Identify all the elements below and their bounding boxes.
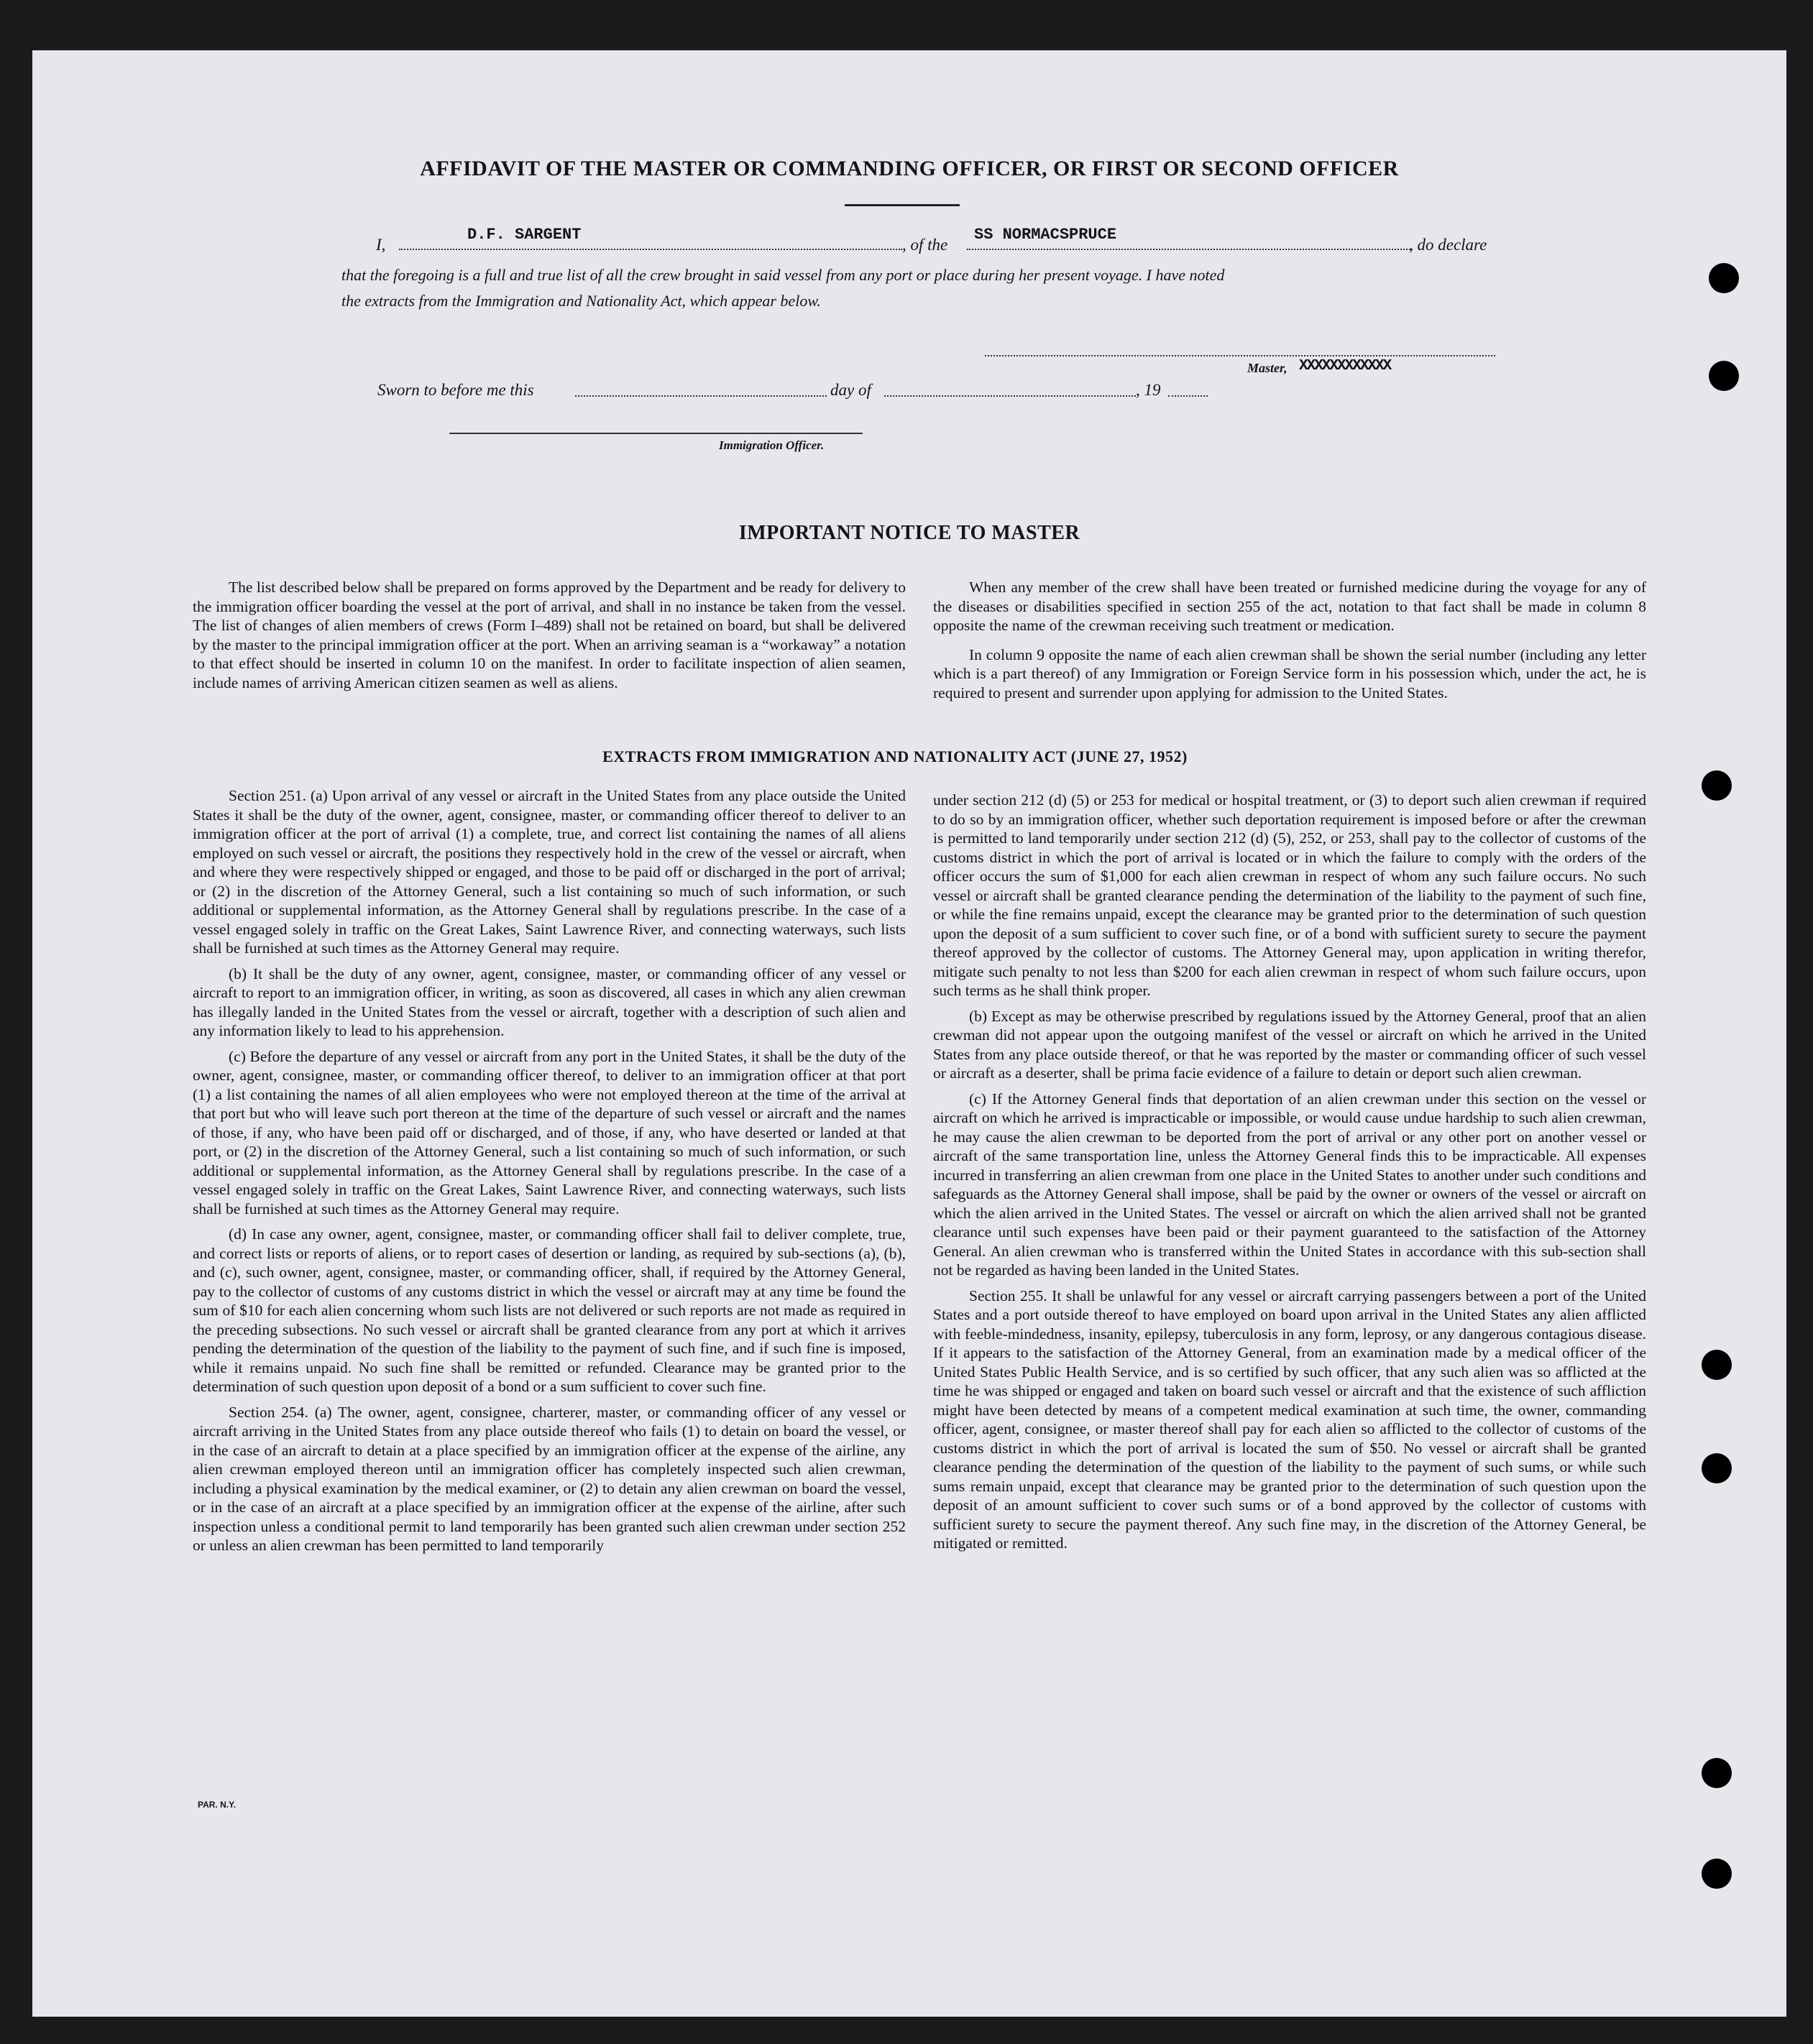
notice-left-column [193,578,906,699]
vessel-name-line [967,249,1413,250]
section-254-b: (b) Except as may be otherwise prescribed by regulations issued by the Attorney General, proof that an alien crewman did not appear upon the outgoing manifest of the vessel or aircraft on which he arrived in the United States from any place outside thereof, or that he was reported by the master or commanding officer of such vessel or aircraft as a deserter, shall be prima facie evidence of a failure to detain or deport such alien crewman. [933,1007,1646,1082]
affidavit-heading: AFFIDAVIT OF THE MASTER OR COMMANDING OFFICER, OR FIRST OR SECOND OFFICER [420,157,1399,180]
section-255: Section 255. It shall be unlawful for any vessel or aircraft carrying passengers between a port of the United States and a port outside thereof to have employed on board upon arrival in the United States any alien afflicted with feeble-mindedness, insanity, epilepsy, tuberculosis in any form, leprosy, or any dangerous contagious disease. If it appears to the satisfaction of the Attorney General, from an examination made by a medical officer of the United States Public Health Service, and is so certified by such officer, that any such alien was so afflicted at the time he was shipped or engaged and taken on board such vessel or aircraft and that the existence of such affliction might have been detected by means of a competent medical examination at such time, the owner, commanding officer, agent, consignee, or master thereof shall pay for each alien so afflicted to the collector of customs of the customs district in which the port of arrival is located the sum of $50. No vessel or aircraft shall be granted clearance pending the determination of the question of the liability to the payment of such sums, or while such sums remain unpaid, except that clearance may be granted prior to the determination of such question upon the deposit of an amount sufficient to cover such sums or of a bond approved by the collector of customs with sufficient surety to secure the payment thereof. Any such fine may, in the discretion of the Attorney General, be mitigated or remitted. [933,1286,1646,1552]
document-page [32,50,1786,2017]
extracts-left-column [193,786,906,1562]
sworn-label: Sworn to before me this [377,381,534,399]
binder-hole-icon [1702,1453,1732,1483]
officer-name-line [399,249,902,250]
sworn-year-line [1168,395,1208,397]
section-251-b: (b) It shall be the duty of any owner, agent, consignee, master, or commanding officer of any vessel or aircraft to report to an immigration officer, in writing, as soon as discovered, all cases in which any alien crewman has illegally landed in the United States from the vessel or aircraft, together with a description of such alien and any information likely to lead to his apprehension. [193,965,906,1039]
binder-hole-icon [1709,263,1739,293]
immigration-officer-signature-line [449,433,863,434]
section-251-a: Section 251. (a) Upon arrival of any vessel or aircraft in the United States from any place outside the United States it shall be the duty of the owner, agent, consignee, master, or commanding officer thereof to deliver to an immigration officer at the port of arrival (1) a complete, true, and correct list containing the names of all aliens employed on such vessel or aircraft, the positions they respectively hold in the crew of the vessel or aircraft, when and where they were respectively shipped or engaged, and those to be paid off or discharged in the port of arrival; or (2) in the discretion of the Attorney General, such a list containing so much of such information, or such additional or supplemental information, as the Attorney General shall by regulations prescribe. In the case of a vessel engaged solely in traffic on the Great Lakes, Saint Lawrence River, and connecting waterways, such lists shall be furnished at such times as the Attorney General may require. [193,787,906,957]
extracts-right-column [933,791,1646,1560]
sworn-day-line [575,395,827,397]
sworn-month-line [884,395,1136,397]
vessel-name-value: SS NORMACSPRUCE [974,226,1117,244]
master-struck-value: XXXXXXXXXXXX [1299,358,1391,374]
binder-hole-icon [1702,1350,1732,1380]
section-251-d: (d) In case any owner, agent, consignee, master, or commanding officer shall fail to deliver complete, true, and correct lists or reports of aliens, or to report cases of desertion or landing, as required by sub-sections (a), (b), and (c), such owner, agent, consignee, master, or commanding officer, shall, if required by the Attorney General, pay to the collector of customs of any customs district in which the vessel or aircraft may at any time be found the sum of $10 for each alien concerning whom such lists are not delivered or such reports are not made as required in the preceding subsections. No such vessel or aircraft shall be granted clearance from any port at which it arrives pending the determination of the question of the liability to the payment of such fine, and if such fine is imposed, while it remains unpaid. No such fine shall be remitted or refunded. Clearance may be granted prior to the determination of such question upon deposit of a bond or a sum sufficient to cover such fine. [193,1225,906,1395]
declaration-line-2: the extracts from the Immigration and Nationality Act, which appear below. [341,292,821,310]
notice-left-paragraph: The list described below shall be prepared on forms approved by the Department and be ready for delivery to the immigration officer boarding the vessel at the port of arrival, and shall in no instance be taken from the vessel. The list of changes of alien members of crews (Form I–489) shall not be retained on board, but shall be delivered by the master to the principal immigration officer at the port. When an arriving seaman is a “workaway” a notation to that effect should be inserted in column 10 on the manifest. In order to facilitate inspection of alien seamen, include names of arriving American citizen seamen as well as aliens. [193,579,906,691]
section-254-c: (c) If the Attorney General finds that deportation of an alien crewman under this section on the vessel or aircraft on which he arrived is impracticable or impossible, or would cause undue hardship to such alien crewman, he may cause the alien crewman to be deported from the port of arrival or any other port on another vessel or aircraft of the same transportation line, unless the Attorney General finds this to be impracticable. All expenses incurred in transferring an alien crewman from one place in the United States to another under such conditions and safeguards as the Attorney General shall impose, shall be paid by the owner or owners of the vessel or aircraft on which the alien arrived in the United States. The vessel or aircraft on which the alien arrived shall not be granted clearance until such expenses have been paid or their payment guaranteed to the satisfaction of the Attorney General. An alien crewman who is transferred within the United States in accordance with this sub-section shall not be regarded as having been landed in the United States. [933,1090,1646,1279]
extracts-heading: EXTRACTS FROM IMMIGRATION AND NATIONALITY ACT (JUNE 27, 1952) [602,747,1188,765]
notice-right-column [933,578,1646,709]
officer-name-value: D.F. SARGENT [467,226,582,244]
binder-hole-icon [1702,1859,1732,1889]
of-the-label: , of the [902,236,948,254]
binder-hole-icon [1702,1758,1732,1788]
declaration-line-1: that the foregoing is a full and true list of all the crew brought in said vessel from any port or place during her present voyage. I have noted [341,266,1225,284]
notice-heading: IMPORTANT NOTICE TO MASTER [738,522,1080,544]
notice-right-paragraph-1: When any member of the crew shall have been treated or furnished medicine during the voyage for any of the diseases or disabilities specified in section 255 of the act, notation to that fact shall be made in column 8 opposite the name of the crewman receiving such treatment or medication. [933,579,1646,634]
i-label: I, [376,236,386,254]
section-254-a-continued: under section 212 (d) (5) or 253 for medical or hospital treatment, or (3) to deport such alien crewman if required to do so by an immigration officer, whether such deportation requirement is imposed before or after the crewman is permitted to land temporarily under section 212 (d) (5), 252, or 253, shall pay to the collector of customs of the customs district in which the port of arrival is located or in which the failure to comply with the orders of the officer occurs the sum of $1,000 for each alien crewman in respect of whom any such failure occurs. No such vessel or aircraft shall be granted clearance pending the determination of the liability to the payment of such fine, or while the fine remains unpaid, except the clearance may be granted prior to the determination of such question upon the deposit of a sum sufficient to cover such fine, or of a bond with sufficient surety to secure the payment thereof approved by the collector of customs. The Attorney General may, upon application in writing therefor, mitigate such penalty to not less than $200 for each alien crewman in respect of whom such failure occurs, upon such terms as he shall think proper. [933,791,1646,999]
notice-right-paragraph-2: In column 9 opposite the name of each alien crewman shall be shown the serial number (including any letter which is a part thereof) of any Immigration or Foreign Service form in his possession which, under the act, he is required to present and surrender upon applying for admission to the United States. [933,645,1646,701]
printer-mark: PAR. N.Y. [198,1800,237,1810]
section-251-c: (c) Before the departure of any vessel or aircraft from any port in the United States, it shall be the duty of the owner, agent, consignee, master, or commanding officer thereof, to deliver to an immigration officer at that port (1) a list containing the names of all alien employees who were not employed thereon at the time of the arrival at that port but who will leave such port thereon at the time of the departure of such vessel or aircraft and the names of those, if any, who have been paid off or discharged, and of those, if any, who have deserted or landed at that port, or (2) in the discretion of the Attorney General, such a list containing so much of such information, or such additional or supplemental information, as the Attorney General shall by regulations prescribe. In the case of a vessel engaged solely in traffic on the Great Lakes, Saint Lawrence River, and connecting waterways, such lists shall be furnished at such times as the Attorney General may require. [193,1047,906,1217]
heading-divider [845,204,960,206]
do-declare-label: , do declare [1409,236,1487,254]
year-label: , 19 [1136,381,1161,399]
section-254-a: Section 254. (a) The owner, agent, consignee, charterer, master, or commanding officer of any vessel or aircraft arriving in the United States from any place outside thereof who fails (1) to detain on board the vessel, or in the case of an aircraft to detain at a place specified by an immigration officer at the expense of the airline, any alien crewman employed thereon until an immigration officer has completely inspected such alien crewman, including a physical examination by the medical examiner, or (2) to detain any alien crewman on board the vessel, or in the case of an aircraft at a place specified by an immigration officer at the expense of the airline, after such inspection unless a conditional permit to land temporarily has been granted such alien crewman under section 252 or unless an alien crewman has been permitted to land temporarily [193,1403,906,1554]
binder-hole-icon [1702,770,1732,801]
binder-hole-icon [1709,361,1739,391]
master-label: Master, [1247,361,1288,375]
master-signature-line [985,355,1495,356]
immigration-officer-label: Immigration Officer. [719,438,825,452]
day-of-label: day of [830,381,871,399]
